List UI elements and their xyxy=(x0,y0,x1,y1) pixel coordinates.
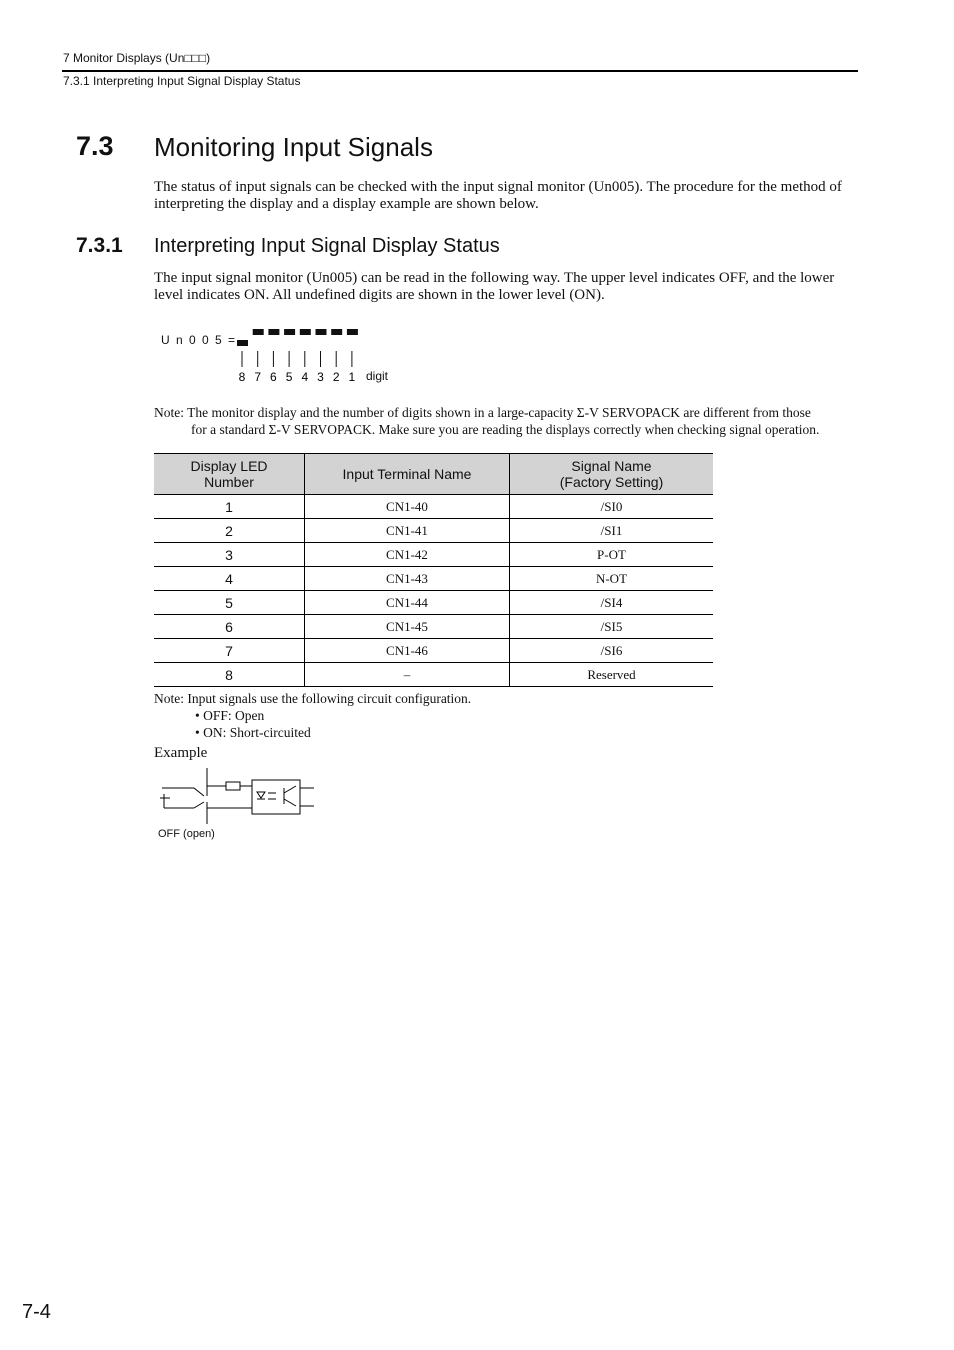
led-segment-digit-7 xyxy=(253,329,264,335)
digit-number-label: 3 xyxy=(317,370,324,384)
digit-word: digit xyxy=(366,369,389,383)
cell-led-number: 1 xyxy=(154,495,305,519)
table-row xyxy=(154,639,713,663)
table-header-row xyxy=(154,454,713,495)
header-signal-name xyxy=(510,454,714,495)
cell-signal: /SI4 xyxy=(510,591,714,615)
cell-led-number: 7 xyxy=(154,639,305,663)
header-signal-name-line2: (Factory Setting) xyxy=(559,474,664,490)
un005-display-diagram xyxy=(150,320,430,392)
subsection-title: Interpreting Input Signal Display Status xyxy=(154,235,500,257)
note-circuit-config xyxy=(154,690,471,741)
cell-terminal: CN1-44 xyxy=(305,591,510,615)
input-signal-table xyxy=(154,453,713,687)
cell-led-number: 2 xyxy=(154,519,305,543)
table-row xyxy=(154,519,713,543)
example-label: Example xyxy=(154,745,208,761)
table-row xyxy=(154,591,713,615)
led-segment-digit-2 xyxy=(331,329,342,335)
running-header-section: 7.3.1 Interpreting Input Signal Display Status xyxy=(63,74,301,88)
table-row xyxy=(154,543,713,567)
cell-led-number: 5 xyxy=(154,591,305,615)
bullet-on: • ON: Short-circuited xyxy=(195,725,311,740)
note1-line1: Note: The monitor display and the number of digits shown in a large-capacity Σ-V SERVOPACK are different from those xyxy=(154,405,811,420)
digit-number-label: 6 xyxy=(270,370,277,384)
header-display-led-line2: Number xyxy=(204,474,254,490)
header-rule xyxy=(62,70,858,72)
cell-led-number: 3 xyxy=(154,543,305,567)
table-row xyxy=(154,495,713,519)
led-segment-digit-8 xyxy=(237,340,248,346)
cell-signal: /SI6 xyxy=(510,639,714,663)
page-number: 7-4 xyxy=(22,1301,51,1323)
cell-terminal: CN1-42 xyxy=(305,543,510,567)
header-display-led-line1: Display LED xyxy=(190,458,268,474)
header-signal-name-line1: Signal Name xyxy=(571,458,652,474)
section-title: Monitoring Input Signals xyxy=(154,132,433,162)
example-caption: OFF (open) xyxy=(158,828,215,840)
section-intro: The status of input signals can be checked with the input signal monitor (Un005). The procedure for the method of interpreting the display and a display example are shown below. xyxy=(154,179,842,212)
cell-led-number: 6 xyxy=(154,615,305,639)
header-display-led xyxy=(154,454,305,495)
digit-number-label: 4 xyxy=(301,370,309,384)
cell-terminal: CN1-41 xyxy=(305,519,510,543)
led-segment-digit-5 xyxy=(284,329,295,335)
led-segment-digit-3 xyxy=(316,329,327,335)
cell-led-number: 8 xyxy=(154,663,305,687)
display-label: U n 0 0 5 = xyxy=(161,333,237,347)
cell-signal: /SI1 xyxy=(510,519,714,543)
cell-signal: /SI5 xyxy=(510,615,714,639)
digit-number-label: 2 xyxy=(332,370,340,384)
cell-terminal: CN1-45 xyxy=(305,615,510,639)
led-segment-digit-4 xyxy=(300,329,311,335)
table-row xyxy=(154,567,713,591)
cell-terminal: CN1-40 xyxy=(305,495,510,519)
note1-line2: for a standard Σ-V SERVOPACK. Make sure you are reading the displays correctly when checking signal operation. xyxy=(191,422,820,437)
cell-terminal: CN1-43 xyxy=(305,567,510,591)
note2-line1: Note: Input signals use the following circuit configuration. xyxy=(154,691,472,706)
digit-number-label: 8 xyxy=(238,370,246,384)
cell-signal: P-OT xyxy=(510,543,714,567)
table-row xyxy=(154,663,713,687)
cell-signal: Reserved xyxy=(510,663,714,687)
digit-number-label: 5 xyxy=(285,370,293,384)
header-input-terminal: Input Terminal Name xyxy=(305,454,510,495)
led-segment-digit-6 xyxy=(268,329,279,335)
subsection-number: 7.3.1 xyxy=(76,234,123,257)
cell-terminal: – xyxy=(305,663,510,687)
subsection-intro: The input signal monitor (Un005) can be read in the following way. The upper level indicates OFF, and the lower level indicates ON. All undefined digits are shown in the lower level (ON). xyxy=(154,270,835,303)
bullet-off: • OFF: Open xyxy=(195,708,265,723)
cell-terminal: CN1-46 xyxy=(305,639,510,663)
digit-number-label: 1 xyxy=(348,370,356,384)
cell-signal: N-OT xyxy=(510,567,714,591)
running-header-chapter: 7 Monitor Displays (Un□□□) xyxy=(63,51,211,65)
digit-number-label: 7 xyxy=(254,370,262,384)
cell-signal: /SI0 xyxy=(510,495,714,519)
section-number: 7.3 xyxy=(76,131,114,161)
table-row xyxy=(154,615,713,639)
cell-led-number: 4 xyxy=(154,567,305,591)
led-segment-digit-1 xyxy=(347,329,358,335)
note-display-difference xyxy=(154,404,864,438)
